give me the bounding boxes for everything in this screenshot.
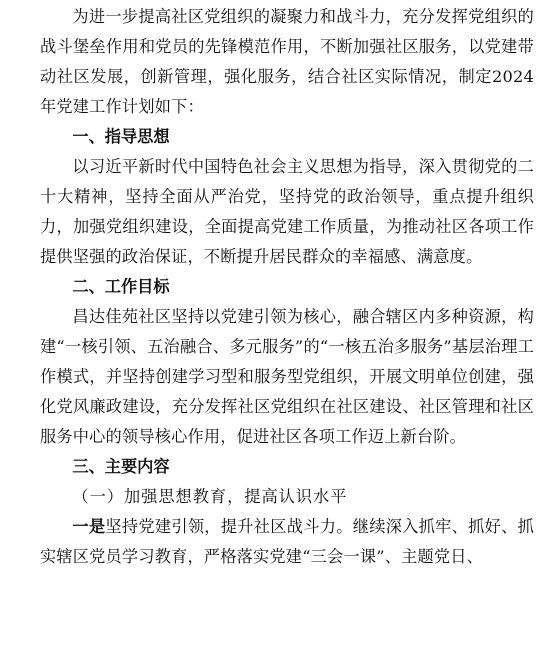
main-content-paragraph-1 [40, 512, 534, 572]
subsection-heading-ideological-education: （一）加强思想教育，提高认识水平 [72, 487, 348, 506]
guiding-ideology-paragraph: 以习近平新时代中国特色社会主义思想为指导，深入贯彻党的二十大精神，坚持全面从严治党，坚持党的政治领导，重点提升组织力，加强党组织建设，全面提高党建工作质量，为推动社区各项工作提供坚强的政治保证，不断提升居民群众的幸福感、满意度。 [40, 157, 534, 266]
paragraph-body-text: 坚持党建引领，提升社区战斗力。继续深入抓牢、抓好、抓实辖区党员学习教育，严格落实党建“三会一课”、主题党日、 [40, 517, 534, 566]
work-goals-paragraph: 昌达佳苑社区坚持以党建引领为核心，融合辖区内多种资源，构建“一核引领、五治融合、多元服务”的“一核五治多服务”基层治理工作模式，并坚持创建学习型和服务型党组织，开展文明单位创建，强化党风廉政建设，充分发挥社区党组织在社区建设、社区管理和社区服务中心的领导核心作用，促进社区各项工作迈上新台阶。 [40, 307, 534, 446]
paragraph-lead-marker: 一是 [72, 517, 106, 536]
section-heading-work-goals: 二、工作目标 [72, 277, 170, 296]
intro-paragraph: 为进一步提高社区党组织的凝聚力和战斗力，充分发挥党组织的战斗堡垒作用和党员的先锋模范作用，不断加强社区服务，以党建带动社区发展，创新管理，强化服务，结合社区实际情况，制定2024年党建工作计划如下： [40, 7, 534, 116]
section-heading-main-content: 三、主要内容 [72, 457, 170, 476]
section-heading-guiding-ideology: 一、指导思想 [72, 127, 170, 146]
